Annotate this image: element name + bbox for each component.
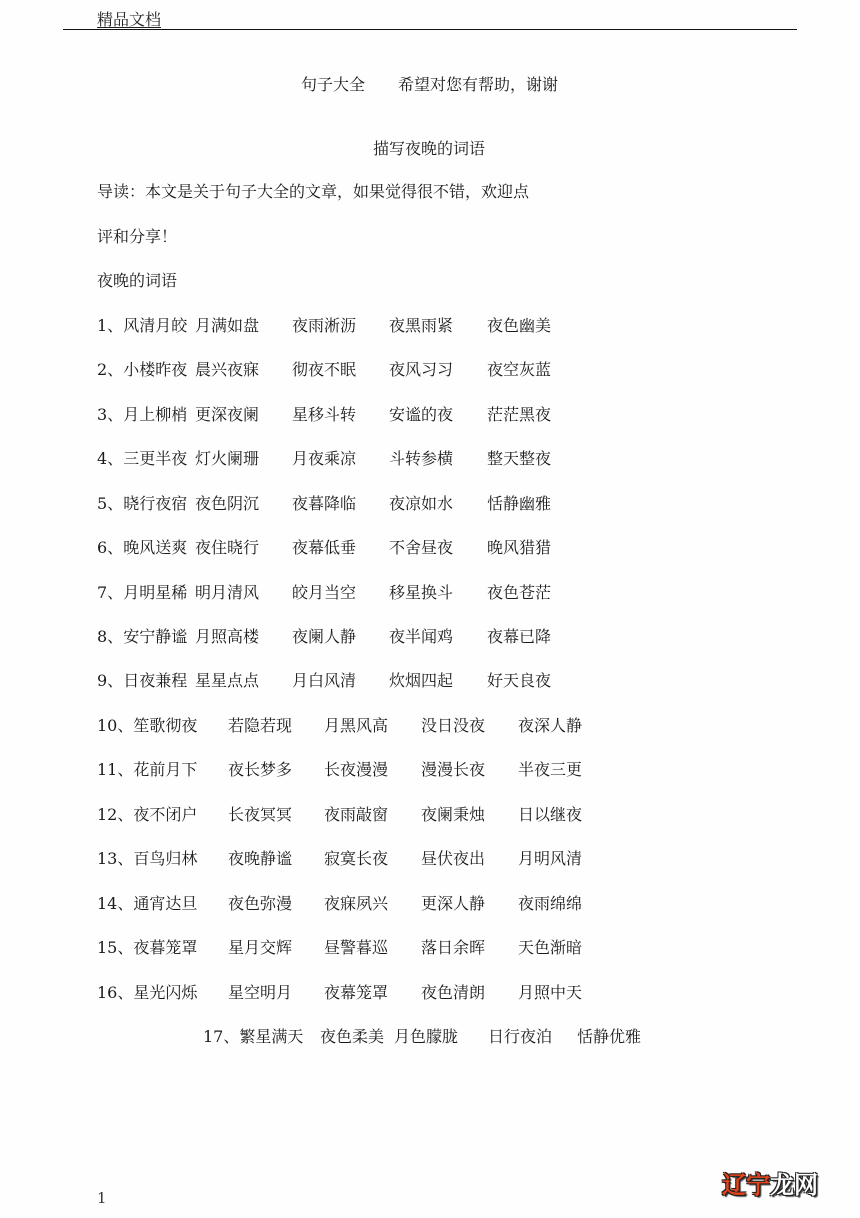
list-item-number: 5、 [97, 494, 124, 513]
word: 漫漫长夜 [421, 760, 486, 779]
page-number: 1 [97, 1189, 107, 1207]
word: 夜幕已降 [487, 627, 552, 646]
list-item [0, 315, 860, 337]
word: 晨兴夜寐 [195, 360, 260, 379]
title-right: 希望对您有帮助，谢谢 [398, 75, 559, 94]
list-item-number: 1、 [97, 316, 124, 335]
word: 更深夜阑 [195, 405, 260, 424]
list-item-first-word [203, 1026, 303, 1048]
word: 夜幕笼罩 [324, 983, 389, 1002]
list-item [0, 1026, 860, 1048]
word: 笙歌彻夜 [133, 716, 198, 735]
word: 好天良夜 [487, 671, 552, 690]
watermark-logo [722, 1170, 818, 1200]
word: 恬静优雅 [577, 1027, 642, 1046]
word: 月照高楼 [195, 627, 260, 646]
word: 夜色柔美 [320, 1027, 385, 1046]
word: 长夜冥冥 [228, 805, 293, 824]
word: 夜暮降临 [292, 494, 357, 513]
word: 安宁静谧 [123, 627, 188, 646]
word: 夜幕低垂 [292, 538, 357, 557]
word: 星月交辉 [228, 938, 293, 957]
list-item-number: 11、 [97, 760, 134, 779]
list-item-number: 9、 [97, 671, 124, 690]
list-item-first-word [97, 315, 187, 337]
word: 夜风习习 [389, 360, 454, 379]
list-item [0, 448, 860, 470]
word: 寂寞长夜 [324, 849, 389, 868]
list-item-first-word [97, 404, 187, 426]
word: 花前月下 [133, 760, 198, 779]
word: 日夜兼程 [123, 671, 188, 690]
list-item-first-word [97, 937, 197, 959]
list-item-number: 8、 [97, 627, 124, 646]
word: 月上柳梢 [123, 405, 188, 424]
word: 移星换斗 [389, 583, 454, 602]
list-item-number: 14、 [97, 894, 134, 913]
word: 月黑风高 [324, 716, 389, 735]
word: 昼伏夜出 [421, 849, 486, 868]
list-item-number: 16、 [97, 983, 134, 1002]
list-item [0, 670, 860, 692]
word: 星星点点 [195, 671, 260, 690]
word: 恬静幽雅 [487, 494, 552, 513]
word: 月色朦胧 [394, 1027, 459, 1046]
list-item-first-word [97, 804, 197, 826]
word: 夜雨敲窗 [324, 805, 389, 824]
word: 夜晚静谧 [228, 849, 293, 868]
list-item-number: 17、 [203, 1027, 240, 1046]
document-subtitle: 描写夜晚的词语 [373, 139, 486, 158]
list-item [0, 848, 860, 870]
word: 星光闪烁 [133, 983, 198, 1002]
word: 夜暮笼罩 [133, 938, 198, 957]
list-item-first-word [97, 982, 197, 1004]
word: 日行夜泊 [488, 1027, 553, 1046]
list-item-number: 6、 [97, 538, 124, 557]
list-item-first-word [97, 670, 187, 692]
watermark-white-text: 龙网 [770, 1171, 818, 1199]
list-item-number: 3、 [97, 405, 124, 424]
word: 夜黑雨紧 [389, 316, 454, 335]
word: 夜长梦多 [228, 760, 293, 779]
list-item-first-word [97, 626, 187, 648]
list-item-first-word [97, 759, 197, 781]
word: 灯火阑珊 [195, 449, 260, 468]
header-label: 精品文档 [97, 10, 162, 29]
word: 繁星满天 [239, 1027, 304, 1046]
word: 半夜三更 [518, 760, 583, 779]
word: 星移斗转 [292, 405, 357, 424]
word: 夜色苍茫 [487, 583, 552, 602]
word: 皎月当空 [292, 583, 357, 602]
title-left: 句子大全 [301, 75, 366, 94]
intro-line-1: 导读：本文是关于句子大全的文章，如果觉得很不错，欢迎点 [97, 182, 530, 201]
intro-line-2: 评和分享！ [97, 227, 178, 246]
word: 月满如盘 [195, 316, 260, 335]
word: 茫茫黑夜 [487, 405, 552, 424]
word: 夜半闻鸡 [389, 627, 454, 646]
list-item [0, 404, 860, 426]
word: 夜阑秉烛 [421, 805, 486, 824]
word: 日以继夜 [518, 805, 583, 824]
word: 昼警暮巡 [324, 938, 389, 957]
word: 明月清风 [195, 583, 260, 602]
word: 没日没夜 [421, 716, 486, 735]
list-item-number: 15、 [97, 938, 134, 957]
word: 天色渐暗 [518, 938, 583, 957]
word: 炊烟四起 [389, 671, 454, 690]
list-item [0, 759, 860, 781]
word: 夜色阴沉 [195, 494, 260, 513]
list-item-first-word [97, 893, 197, 915]
word: 斗转参横 [389, 449, 454, 468]
list-item [0, 982, 860, 1004]
list-item [0, 493, 860, 515]
list-item-first-word [97, 448, 187, 470]
list-item-number: 13、 [97, 849, 134, 868]
word: 夜雨淅沥 [292, 316, 357, 335]
word: 若隐若现 [228, 716, 293, 735]
word: 小楼昨夜 [123, 360, 188, 379]
word: 夜色幽美 [487, 316, 552, 335]
list-item-first-word [97, 715, 197, 737]
word: 夜色弥漫 [228, 894, 293, 913]
list-item-number: 10、 [97, 716, 134, 735]
word: 月明星稀 [123, 583, 188, 602]
word: 彻夜不眠 [292, 360, 357, 379]
header-divider [63, 29, 797, 30]
word: 安谧的夜 [389, 405, 454, 424]
list-item [0, 537, 860, 559]
section-heading: 夜晚的词语 [97, 271, 178, 290]
word: 夜色清朗 [421, 983, 486, 1002]
word: 晚风猎猎 [487, 538, 552, 557]
word: 夜雨绵绵 [518, 894, 583, 913]
word: 夜住晓行 [195, 538, 260, 557]
list-item [0, 626, 860, 648]
list-item [0, 582, 860, 604]
word: 星空明月 [228, 983, 293, 1002]
list-item [0, 804, 860, 826]
list-item-number: 7、 [97, 583, 124, 602]
word: 风清月皎 [123, 316, 188, 335]
word: 落日余晖 [421, 938, 486, 957]
word: 长夜漫漫 [324, 760, 389, 779]
list-item-number: 4、 [97, 449, 124, 468]
list-item [0, 715, 860, 737]
list-item-first-word [97, 848, 197, 870]
word: 三更半夜 [123, 449, 188, 468]
word: 月夜乘凉 [292, 449, 357, 468]
word: 晚风送爽 [123, 538, 188, 557]
list-item [0, 893, 860, 915]
list-item-number: 2、 [97, 360, 124, 379]
word: 夜凉如水 [389, 494, 454, 513]
word: 不舍昼夜 [389, 538, 454, 557]
word: 夜寐夙兴 [324, 894, 389, 913]
word: 通宵达旦 [133, 894, 198, 913]
list-item-first-word [97, 582, 187, 604]
word: 百鸟归林 [133, 849, 198, 868]
watermark-red-text: 辽宁 [722, 1171, 770, 1199]
word: 更深人静 [421, 894, 486, 913]
word: 晓行夜宿 [123, 494, 188, 513]
list-item [0, 359, 860, 381]
word: 夜深人静 [518, 716, 583, 735]
word: 整天整夜 [487, 449, 552, 468]
list-item-first-word [97, 537, 187, 559]
list-item-first-word [97, 493, 187, 515]
word: 夜不闭户 [133, 805, 198, 824]
list-item-first-word [97, 359, 187, 381]
word: 夜空灰蓝 [487, 360, 552, 379]
word: 夜阑人静 [292, 627, 357, 646]
word: 月照中天 [518, 983, 583, 1002]
list-item-number: 12、 [97, 805, 134, 824]
list-item [0, 937, 860, 959]
word: 月明风清 [518, 849, 583, 868]
word: 月白风清 [292, 671, 357, 690]
